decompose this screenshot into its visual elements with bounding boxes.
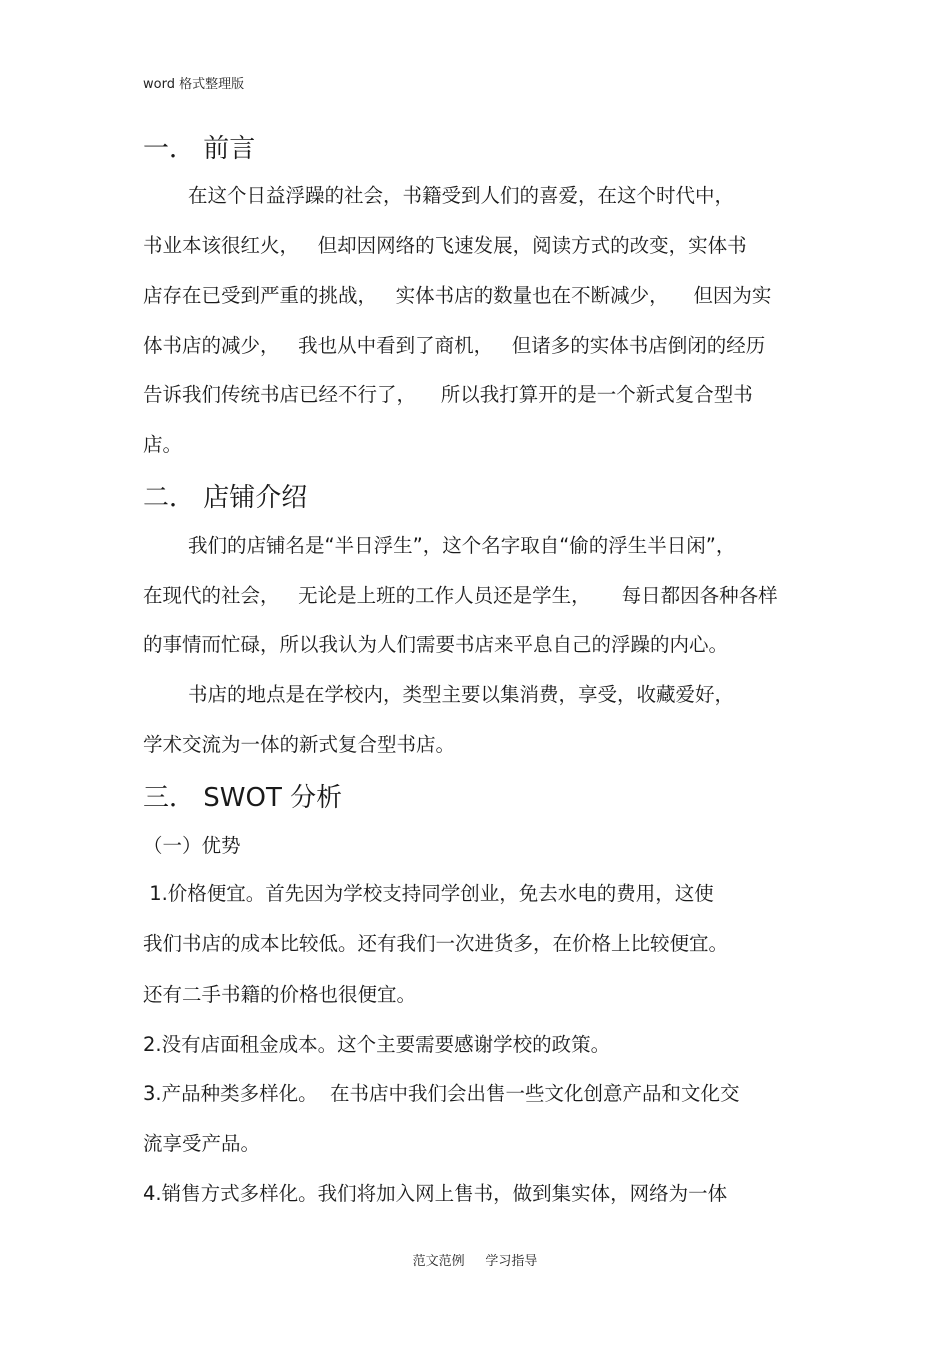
header-note: word 格式整理版	[143, 77, 245, 92]
paragraph-line: 店存在已受到严重的挑战， 实体书店的数量也在不断减少， 但因为实	[143, 284, 772, 307]
section-heading-shop-intro: 二． 店铺介绍	[143, 483, 308, 513]
paragraph-line: 在这个日益浮躁的社会，书籍受到人们的喜爱，在这个时代中，	[188, 184, 735, 207]
paragraph-line: 还有二手书籍的价格也很便宜。	[143, 983, 417, 1006]
footer-note: 范文范例 学习指导	[412, 1254, 538, 1269]
paragraph-line: 的事情而忙碌，所以我认为人们需要书店来平息自己的浮躁的内心。	[143, 633, 729, 656]
paragraph-line: 学术交流为一体的新式复合型书店。	[143, 733, 456, 756]
paragraph-line: 告诉我们传统书店已经不行了， 所以我打算开的是一个新式复合型书	[143, 383, 753, 406]
paragraph-line: 4.销售方式多样化。我们将加入网上售书，做到集实体，网络为一体	[143, 1182, 728, 1205]
section-heading-swot: 三． SWOT 分析	[143, 783, 343, 813]
paragraph-line: 在现代的社会， 无论是上班的工作人员还是学生， 每日都因各种各样	[143, 584, 778, 607]
subheading-strengths: （一）优势	[143, 834, 241, 857]
paragraph-line: 书业本该很红火， 但却因网络的飞速发展，阅读方式的改变，实体书	[143, 234, 747, 257]
section-heading-preface: 一． 前言	[143, 134, 256, 164]
paragraph-line: 3.产品种类多样化。 在书店中我们会出售一些文化创意产品和文化交	[143, 1082, 740, 1105]
paragraph-line: 书店的地点是在学校内，类型主要以集消费，享受，收藏爱好，	[188, 683, 735, 706]
paragraph-line: 我们书店的成本比较低。还有我们一次进货多，在价格上比较便宜。	[143, 932, 729, 955]
paragraph-line: 体书店的减少， 我也从中看到了商机， 但诸多的实体书店倒闭的经历	[143, 334, 766, 357]
paragraph-line: 2.没有店面租金成本。这个主要需要感谢学校的政策。	[143, 1033, 611, 1056]
paragraph-line: 我们的店铺名是“半日浮生”，这个名字取自“偷的浮生半日闲”，	[188, 534, 736, 557]
paragraph-line: 店。	[143, 433, 183, 456]
paragraph-line: 1.价格便宜。首先因为学校支持同学创业，免去水电的费用，这使	[143, 882, 714, 905]
paragraph-line: 流享受产品。	[143, 1132, 261, 1155]
